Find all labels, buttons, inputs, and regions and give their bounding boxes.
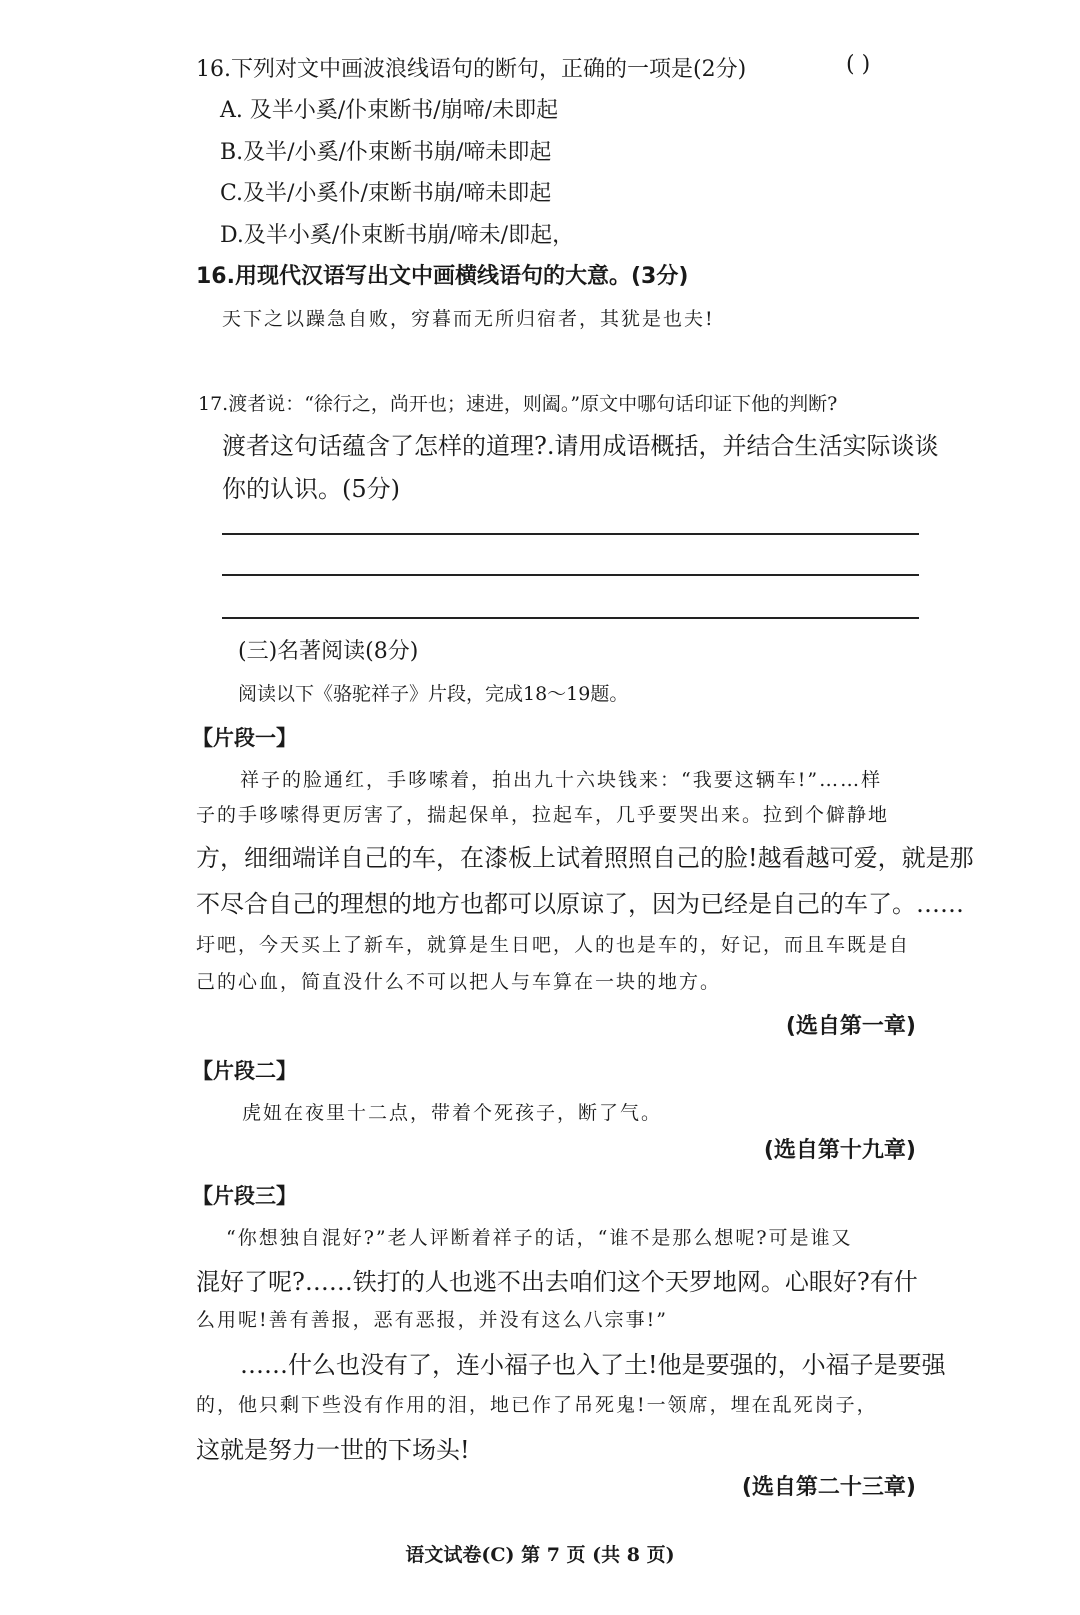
- section3-title: (三)名著阅读(8分): [238, 639, 419, 664]
- answer-line-3[interactable]: [222, 617, 919, 619]
- fragment3-source: (选自第二十三章): [741, 1475, 916, 1500]
- q16b-stem: 16.用现代汉语写出文中画横线语句的大意。(3分): [196, 264, 689, 289]
- fragment1-line-3: 方，细细端详自己的车，在漆板上试着照照自己的脸!越看越可爱，就是那: [196, 844, 974, 872]
- fragment2-line: 虎妞在夜里十二点，带着个死孩子，断了气。: [242, 1102, 663, 1124]
- fragment1-line-2: 子的手哆嗦得更厉害了，揣起保单，拉起车，几乎要哭出来。拉到个僻静地: [196, 804, 890, 826]
- fragment3-line-3: 么用呢!善有善报，恶有恶报，并没有这么八宗事!”: [196, 1309, 668, 1331]
- fragment3-line-5: 的，他只剩下些没有作用的泪，地已作了吊死鬼!一领席，埋在乱死岗子，: [196, 1394, 878, 1416]
- fragment1-source: (选自第一章): [785, 1014, 916, 1039]
- fragment1-line-4: 不尽合自己的理想的地方也都可以原谅了，因为已经是自己的车了。……: [196, 890, 964, 918]
- q16a-option-b: B.及半/小奚/仆束断书崩/啼未即起: [220, 140, 552, 165]
- fragment1-label: 【片段一】: [192, 726, 297, 750]
- answer-line-1[interactable]: [222, 533, 919, 535]
- q16a-option-d: D.及半小奚/仆束断书崩/啼未/即起，: [220, 223, 575, 248]
- q16a-option-a: A. 及半小奚/仆束断书/崩啼/未即起: [220, 98, 559, 123]
- fragment3-line-6: 这就是努力一世的下场头!: [196, 1436, 470, 1464]
- fragment3-line-2: 混好了呢?……铁打的人也逃不出去咱们这个天罗地网。心眼好?有什: [196, 1268, 918, 1296]
- fragment2-label: 【片段二】: [192, 1059, 297, 1083]
- fragment3-label: 【片段三】: [192, 1184, 297, 1208]
- page-footer: 语文试卷(C) 第 7 页 (共 8 页): [405, 1544, 675, 1566]
- fragment1-line-1: 祥子的脸通红，手哆嗦着，拍出九十六块钱来：“我要这辆车!”……样: [240, 769, 883, 791]
- answer-line-2[interactable]: [222, 574, 919, 576]
- fragment3-line-4: ……什么也没有了，连小福子也入了土!他是要强的，小福子是要强: [240, 1351, 946, 1379]
- answer-bracket[interactable]: ( ): [846, 52, 871, 77]
- q17-line-3: 你的认识。(5分): [222, 475, 400, 503]
- fragment2-source: (选自第十九章): [763, 1138, 916, 1163]
- q17-line-1: 17.渡者说：“徐行之，尚开也；速进，则阖。”原文中哪句话印证下他的判断?: [198, 393, 838, 415]
- q17-line-2: 渡者这句话蕴含了怎样的道理?.请用成语概括，并结合生活实际谈谈: [222, 432, 939, 460]
- fragment1-line-6: 己的心血，简直没什么不可以把人与车算在一块的地方。: [196, 971, 722, 993]
- fragment1-line-5: 圩吧，今天买上了新车，就算是生日吧，人的也是车的，好记，而且车既是自: [196, 934, 911, 956]
- section3-intro: 阅读以下《骆驼祥子》片段，完成18～19题。: [238, 683, 629, 705]
- q16a-option-c: C.及半/小奚仆/束断书崩/啼未即起: [220, 181, 552, 206]
- fragment3-line-1: “你想独自混好?”老人评断着祥子的话，“谁不是那么想呢?可是谁又: [226, 1227, 853, 1249]
- q16a-stem: 16.下列对文中画波浪线语句的断句，正确的一项是(2分): [196, 57, 747, 82]
- q16b-sentence: 天下之以躁急自败，穷暮而无所归宿者，其犹是也夫!: [222, 308, 715, 330]
